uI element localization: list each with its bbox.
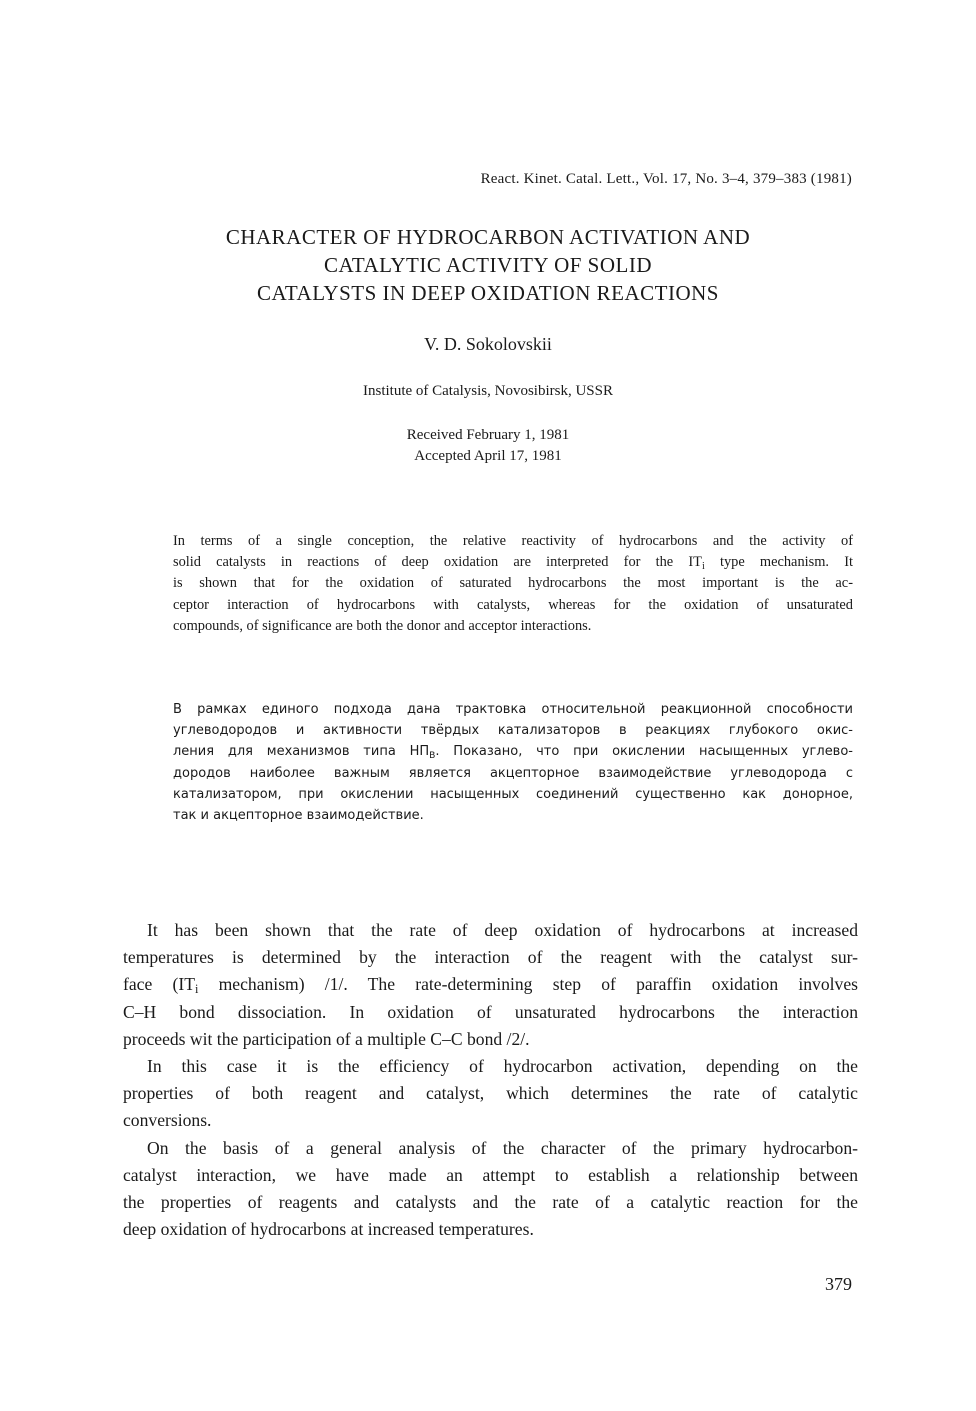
abstract-text: type mechanism. It — [704, 554, 853, 571]
abstract-line: compounds, of significance are both the donor and acceptor interactions. — [173, 617, 592, 634]
received-date: Received February 1, 1981 — [406, 427, 570, 443]
abstract-line: дородов наиболее важным является акцепторное взаимодействие углеводорода с — [173, 765, 853, 781]
abstract-line: is shown that for the oxidation of saturated hydrocarbons the most important is the ac- — [173, 575, 853, 592]
body-line: On the basis of a general analysis of the character of the primary hydrocarbon- — [147, 1137, 858, 1158]
body-line: C–H bond dissociation. In oxidation of unsaturated hydrocarbons the interaction — [123, 1001, 858, 1022]
abstract-line: ceptor interaction of hydrocarbons with catalysts, whereas for the oxidation of unsaturated — [173, 596, 853, 613]
body-line: temperatures is determined by the interaction of the reagent with the catalyst sur- — [123, 947, 858, 968]
abstract-text: . Показано, что при окислении насыщенных углево- — [435, 744, 853, 760]
abstract-line: In terms of a single conception, the relative reactivity of hydrocarbons and the activity of — [173, 533, 853, 549]
abstract-line: так и акцепторное взаимодействие. — [173, 808, 424, 824]
body-line: conversions. — [123, 1110, 212, 1131]
title-line: CATALYTIC ACTIVITY OF SOLID — [323, 253, 652, 277]
body-line: properties of both reagent and catalyst, which determines the rate of catalytic — [123, 1083, 858, 1104]
abstract-line: В рамках единого подхода дана трактовка относительной реакционной способности — [173, 702, 853, 717]
subscript: i — [194, 982, 199, 997]
body-line: proceeds wit the participation of a multiple C–C bond /2/. — [123, 1028, 530, 1049]
abstract-line — [173, 741, 853, 762]
affiliation: Institute of Catalysis, Novosibirsk, USSR — [362, 383, 613, 399]
body-line — [123, 971, 858, 998]
paper-title — [120, 223, 856, 307]
body-line: catalyst interaction, we have made an attempt to establish a relationship between — [123, 1164, 858, 1185]
title-line: CATALYSTS IN DEEP OXIDATION REACTIONS — [257, 281, 719, 305]
subscript: В — [429, 751, 436, 762]
body-line: the properties of reagents and catalysts and the rate of a catalytic reaction for the — [123, 1192, 858, 1213]
accepted-date: Accepted April 17, 1981 — [414, 448, 562, 464]
body-line: In this case it is the efficiency of hydrocarbon activation, depending on the — [147, 1056, 858, 1077]
body-line: It has been shown that the rate of deep oxidation of hydrocarbons at increased — [147, 920, 858, 940]
title-line: CHARACTER OF HYDROCARBON ACTIVATION AND — [225, 225, 751, 249]
body-line: deep oxidation of hydrocarbons at increased temperatures. — [123, 1219, 534, 1240]
abstract-text: solid catalysts in reactions of deep oxidation are interpreted for the IT — [173, 554, 702, 571]
abstract-english — [173, 531, 853, 637]
body-text-run: face (IT — [123, 974, 195, 995]
author-name: V. D. Sokolovskii — [424, 334, 552, 354]
submission-dates — [0, 425, 976, 467]
page-number: 379 — [825, 1274, 852, 1294]
abstract-line: углеводородов и активности твёрдых катализаторов в реакциях глубокого окис- — [173, 723, 853, 739]
journal-reference: React. Kinet. Catal. Lett., Vol. 17, No. 3–4, 379–383 (1981) — [480, 171, 852, 187]
body-text-run: mechanism) /1/. The rate-determining step of paraffin oxidation involves — [198, 974, 858, 995]
body-text — [123, 917, 858, 1243]
abstract-text: ления для механизмов типа НП — [173, 744, 430, 760]
abstract-russian — [173, 699, 853, 826]
abstract-line — [173, 552, 853, 573]
abstract-line: катализатором, при окислении насыщенных соединений существенно как донорное, — [173, 786, 853, 802]
subscript: i — [701, 561, 705, 573]
